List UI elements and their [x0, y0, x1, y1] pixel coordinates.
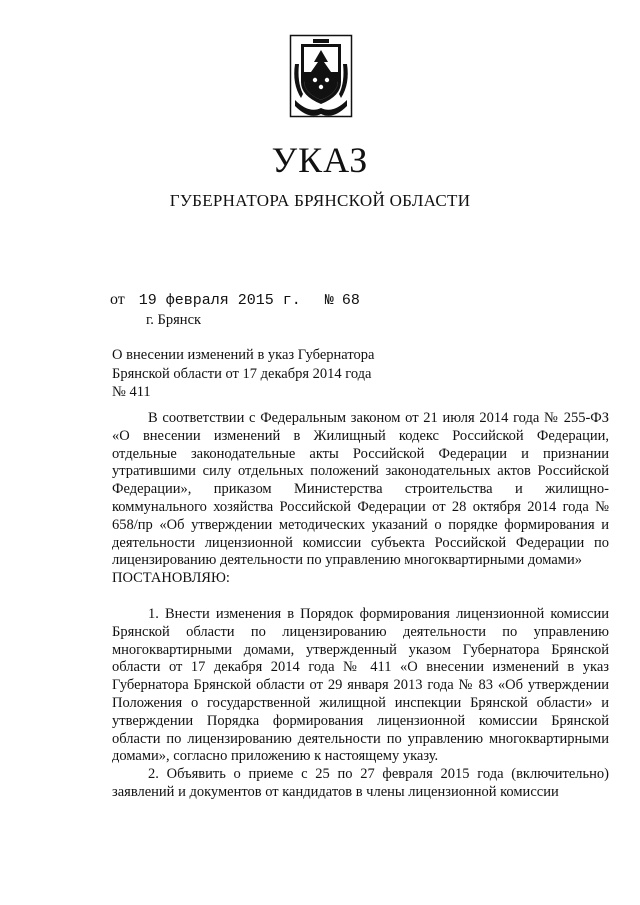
paragraph-gap	[112, 588, 609, 606]
subject-line-1: О внесении изменений в указ Губернатора	[112, 347, 375, 363]
document-number: 68	[341, 292, 360, 309]
document-date: 19 февраля 2015 г.	[138, 292, 301, 309]
document-city: г. Брянск	[146, 312, 202, 328]
document-subject	[112, 346, 412, 402]
document-title: УКАЗ	[271, 140, 369, 180]
item-1-paragraph: 1. Внести изменения в Порядок формирования лицензионной комиссии Брянской области по лицензированию деятельности по управлению многоквартирными домами, утвержденный указом Губернатора Брянской области от 17 декабря 2014 года № 411 «О внесении изменений в указ Губернатора Брянской области от 29 января 2013 года № 83 «Об утверждении Положения о государственной жилищной инспекции Брянской области» и утверждении Порядка формирования лицензионной комиссии Брянской области по лицензированию деятельности по управлению многоквартирными домами», согласно приложению к настоящему указу.	[112, 605, 609, 765]
number-sign: №	[324, 292, 334, 309]
subject-line-2: Брянской области от 17 декабря 2014 года	[112, 365, 372, 382]
subject-line-3: № 411	[112, 384, 151, 400]
decree-word: ПОСТАНОВЛЯЮ:	[112, 570, 230, 587]
date-prefix: от	[110, 291, 125, 308]
document-subtitle: ГУБЕРНАТОРА БРЯНСКОЙ ОБЛАСТИ	[169, 191, 471, 210]
document-body	[112, 410, 609, 802]
bryansk-coat-of-arms-icon	[289, 34, 353, 118]
item-2-paragraph: 2. Объявить о приеме с 25 по 27 февраля 2015 года (включительно) заявлений и документов от кандидатов в члены лицензионной комиссии	[112, 766, 609, 800]
date-line	[110, 290, 360, 311]
preamble-paragraph: В соответствии с Федеральным законом от 21 июля 2014 года № 255-ФЗ «О внесении изменений в Жилищный кодекс Российской Федерации, отдельные законодательные акты Российской Федерации и признании утратившими силу отдельных положений законодательных актов Российской Федерации», приказом Министерства строительства и жилищно-коммунального хозяйства Российской Федерации от 28 октября 2014 года № 658/пр «Об утверждении методических указаний о порядке формирования и деятельности лицензионной комиссии субъекта Российской Федерации по лицензированию деятельности по управлению многоквартирными домами»	[112, 410, 609, 569]
